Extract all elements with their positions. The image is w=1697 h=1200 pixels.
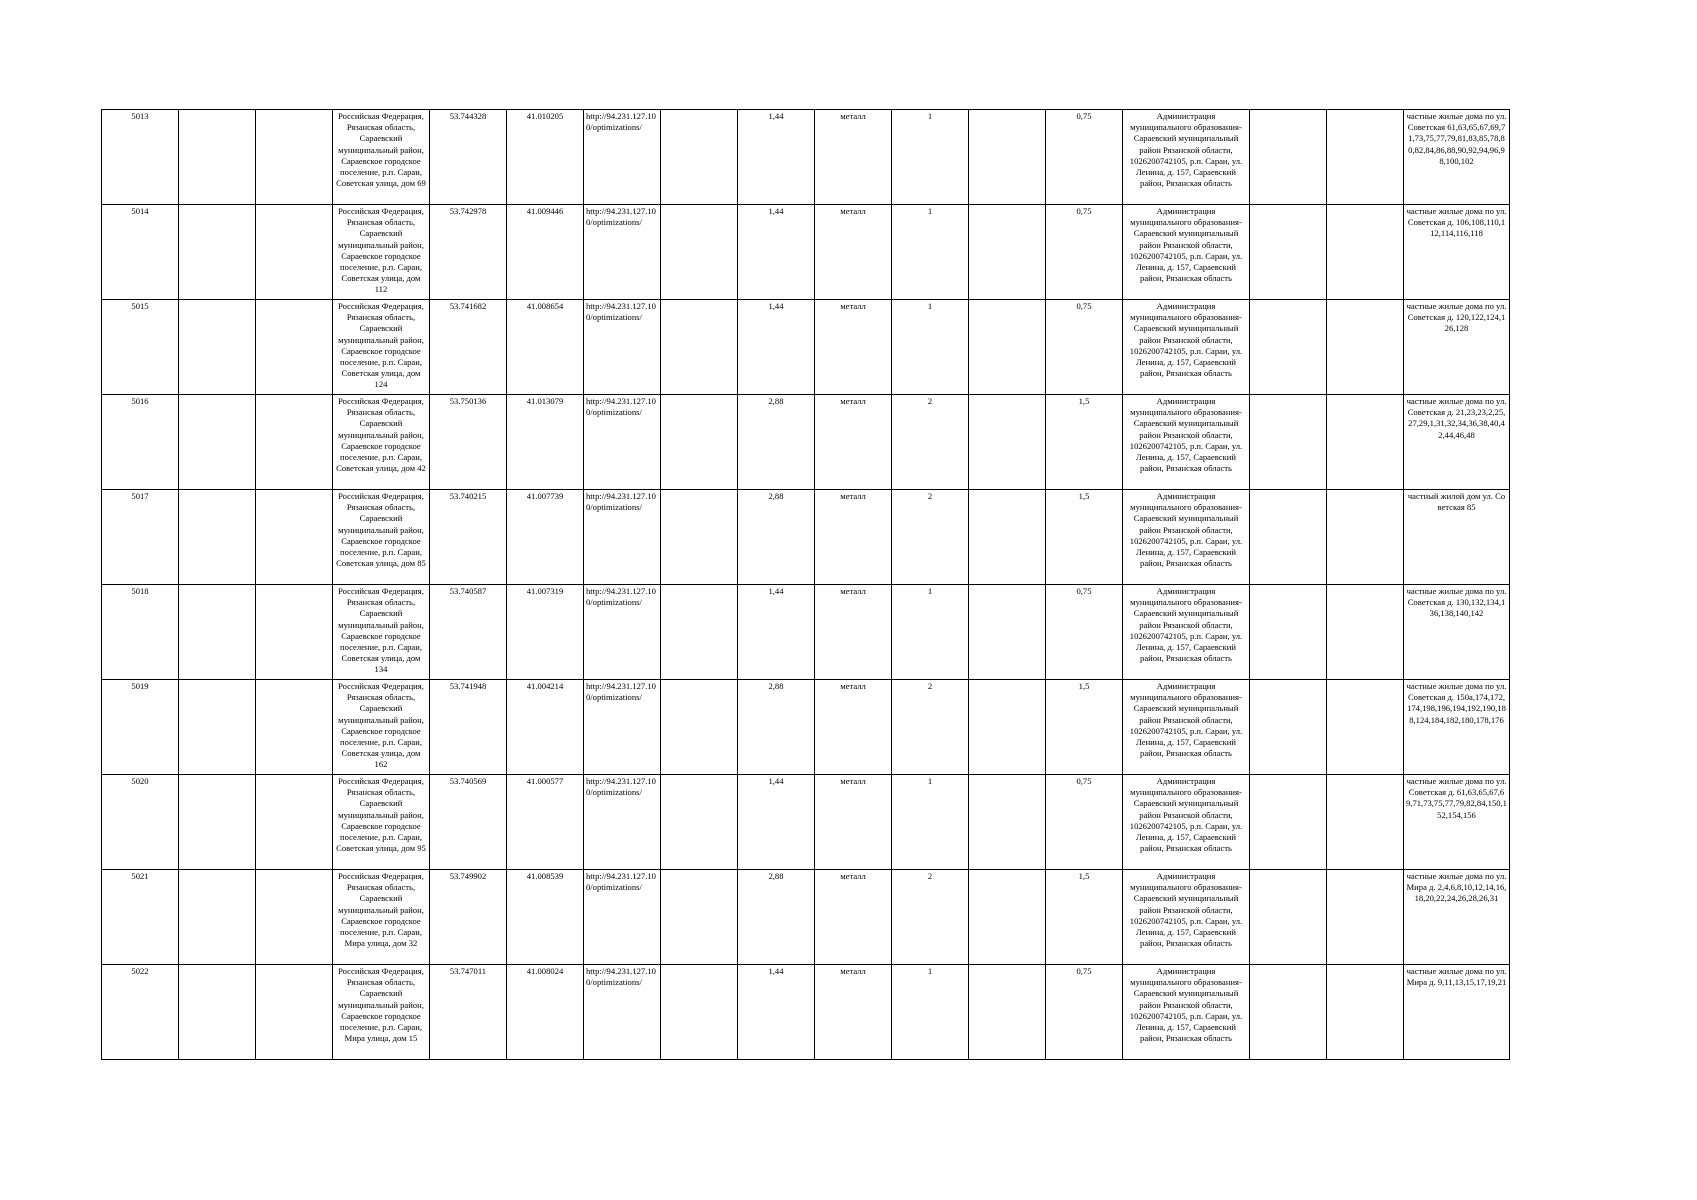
cell-container-count: 1 [892, 775, 969, 870]
cell-empty [969, 585, 1046, 680]
cell-empty [1250, 300, 1327, 395]
cell-volume: 0,75 [1046, 110, 1123, 205]
cell-address: Российская Федерация, Рязанская область, Сараевский муниципальный район, Сараевское городское поселение, р.п. Сараи, Советская улица, дом 85 [333, 490, 430, 585]
cell-empty [179, 775, 256, 870]
cell-volume: 0,75 [1046, 965, 1123, 1060]
cell-empty [661, 110, 738, 205]
cell-empty [1250, 395, 1327, 490]
cell-empty [256, 965, 333, 1060]
cell-latitude: 53.741682 [430, 300, 507, 395]
cell-empty [661, 965, 738, 1060]
table-row [102, 490, 1510, 585]
cell-address: Российская Федерация, Рязанская область, Сараевский муниципальный район, Сараевское городское поселение, р.п. Сараи, Мира улица, дом 32 [333, 870, 430, 965]
cell-served-objects: частные жилые дома по ул. Советская д. 130,132,134,136,138,140,142 [1404, 585, 1510, 680]
cell-material: металл [815, 205, 892, 300]
cell-latitude: 53.742978 [430, 205, 507, 300]
cell-empty [661, 680, 738, 775]
cell-registry-number: 5015 [102, 300, 179, 395]
cell-empty [179, 680, 256, 775]
cell-owner: Администрация муниципального образования-Сараевский муниципальный район Рязанской области, 1026200742105, р.п. Сараи, ул. Ленина, д. 157, Сараевский район, Рязанская область [1123, 680, 1250, 775]
cell-material: металл [815, 585, 892, 680]
cell-owner: Администрация муниципального образования-Сараевский муниципальный район Рязанской области, 1026200742105, р.п. Сараи, ул. Ленина, д. 157, Сараевский район, Рязанская область [1123, 205, 1250, 300]
cell-empty [1327, 680, 1404, 775]
cell-empty [179, 965, 256, 1060]
cell-registry-number: 5016 [102, 395, 179, 490]
table-row [102, 680, 1510, 775]
cell-empty [661, 870, 738, 965]
cell-empty [1327, 775, 1404, 870]
cell-container-count: 1 [892, 965, 969, 1060]
cell-material: металл [815, 680, 892, 775]
table-row [102, 300, 1510, 395]
cell-area: 2,88 [738, 680, 815, 775]
cell-url: http://94.231.127.100/optimizations/ [584, 300, 661, 395]
cell-longitude: 41.009446 [507, 205, 584, 300]
cell-container-count: 2 [892, 490, 969, 585]
cell-empty [969, 775, 1046, 870]
cell-served-objects: частные жилые дома по ул. Мира д. 9,11,13,15,17,19,21 [1404, 965, 1510, 1060]
cell-area: 1,44 [738, 110, 815, 205]
cell-empty [256, 680, 333, 775]
cell-empty [1327, 585, 1404, 680]
cell-empty [1250, 965, 1327, 1060]
cell-registry-number: 5022 [102, 965, 179, 1060]
cell-container-count: 1 [892, 300, 969, 395]
cell-container-count: 1 [892, 585, 969, 680]
cell-empty [969, 965, 1046, 1060]
cell-empty [256, 395, 333, 490]
cell-empty [1250, 775, 1327, 870]
cell-area: 1,44 [738, 205, 815, 300]
cell-empty [256, 110, 333, 205]
cell-empty [1327, 870, 1404, 965]
cell-longitude: 41.000577 [507, 775, 584, 870]
cell-empty [661, 490, 738, 585]
cell-empty [969, 300, 1046, 395]
cell-container-count: 2 [892, 395, 969, 490]
cell-empty [969, 490, 1046, 585]
cell-empty [661, 775, 738, 870]
cell-longitude: 41.013079 [507, 395, 584, 490]
table-row [102, 870, 1510, 965]
cell-served-objects: частные жилые дома по ул. Советская д. 61,63,65,67,69,71,73,75,77,79,82,84,150,152,154,156 [1404, 775, 1510, 870]
cell-url: http://94.231.127.100/optimizations/ [584, 110, 661, 205]
cell-registry-number: 5019 [102, 680, 179, 775]
table-row [102, 110, 1510, 205]
registry-table [101, 109, 1510, 1060]
cell-latitude: 53.744328 [430, 110, 507, 205]
cell-address: Российская Федерация, Рязанская область, Сараевский муниципальный район, Сараевское городское поселение, р.п. Сараи, Советская улица, дом 124 [333, 300, 430, 395]
cell-address: Российская Федерация, Рязанская область, Сараевский муниципальный район, Сараевское городское поселение, р.п. Сараи, Советская улица, дом 69 [333, 110, 430, 205]
cell-material: металл [815, 490, 892, 585]
cell-address: Российская Федерация, Рязанская область, Сараевский муниципальный район, Сараевское городское поселение, р.п. Сараи, Советская улица, дом 42 [333, 395, 430, 490]
cell-area: 2,88 [738, 490, 815, 585]
cell-latitude: 53.749902 [430, 870, 507, 965]
table-row [102, 965, 1510, 1060]
cell-empty [179, 205, 256, 300]
cell-empty [179, 300, 256, 395]
cell-latitude: 53.740215 [430, 490, 507, 585]
cell-url: http://94.231.127.100/optimizations/ [584, 585, 661, 680]
cell-area: 1,44 [738, 585, 815, 680]
cell-served-objects: частные жилые дома по ул. Мира д. 2,4,6,8,10,12,14,16,18,20,22,24,26,28,26,31 [1404, 870, 1510, 965]
cell-empty [256, 205, 333, 300]
cell-empty [179, 110, 256, 205]
cell-url: http://94.231.127.100/optimizations/ [584, 965, 661, 1060]
cell-empty [969, 870, 1046, 965]
table-row [102, 205, 1510, 300]
cell-area: 1,44 [738, 965, 815, 1060]
cell-material: металл [815, 110, 892, 205]
cell-empty [969, 395, 1046, 490]
cell-area: 2,88 [738, 870, 815, 965]
cell-url: http://94.231.127.100/optimizations/ [584, 680, 661, 775]
cell-url: http://94.231.127.100/optimizations/ [584, 775, 661, 870]
cell-empty [179, 395, 256, 490]
cell-empty [256, 775, 333, 870]
cell-empty [1327, 395, 1404, 490]
cell-latitude: 53.740569 [430, 775, 507, 870]
cell-empty [661, 205, 738, 300]
cell-empty [179, 870, 256, 965]
cell-registry-number: 5014 [102, 205, 179, 300]
cell-empty [1327, 965, 1404, 1060]
cell-area: 1,44 [738, 775, 815, 870]
cell-latitude: 53.750136 [430, 395, 507, 490]
cell-empty [661, 300, 738, 395]
cell-address: Российская Федерация, Рязанская область, Сараевский муниципальный район, Сараевское городское поселение, р.п. Сараи, Мира улица, дом 15 [333, 965, 430, 1060]
cell-container-count: 2 [892, 680, 969, 775]
cell-empty [969, 205, 1046, 300]
cell-served-objects: частные жилые дома по ул. Советская д. 120,122,124,126,128 [1404, 300, 1510, 395]
cell-empty [256, 300, 333, 395]
cell-url: http://94.231.127.100/optimizations/ [584, 870, 661, 965]
cell-longitude: 41.007739 [507, 490, 584, 585]
cell-material: металл [815, 870, 892, 965]
cell-volume: 0,75 [1046, 775, 1123, 870]
cell-empty [969, 680, 1046, 775]
cell-volume: 0,75 [1046, 205, 1123, 300]
cell-volume: 0,75 [1046, 585, 1123, 680]
cell-owner: Администрация муниципального образования-Сараевский муниципальный район Рязанской области, 1026200742105, р.п. Сараи, ул. Ленина, д. 157, Сараевский район, Рязанская область [1123, 300, 1250, 395]
cell-registry-number: 5018 [102, 585, 179, 680]
table-row [102, 395, 1510, 490]
cell-container-count: 2 [892, 870, 969, 965]
cell-empty [969, 110, 1046, 205]
cell-empty [1327, 490, 1404, 585]
cell-empty [179, 490, 256, 585]
cell-longitude: 41.008539 [507, 870, 584, 965]
cell-owner: Администрация муниципального образования-Сараевский муниципальный район Рязанской области, 1026200742105, р.п. Сараи, ул. Ленина, д. 157, Сараевский район, Рязанская область [1123, 965, 1250, 1060]
cell-empty [1250, 490, 1327, 585]
cell-owner: Администрация муниципального образования-Сараевский муниципальный район Рязанской области, 1026200742105, р.п. Сараи, ул. Ленина, д. 157, Сараевский район, Рязанская область [1123, 870, 1250, 965]
cell-empty [1250, 870, 1327, 965]
cell-volume: 1,5 [1046, 490, 1123, 585]
table-row [102, 775, 1510, 870]
cell-owner: Администрация муниципального образования-Сараевский муниципальный район Рязанской области, 1026200742105, р.п. Сараи, ул. Ленина, д. 157, Сараевский район, Рязанская область [1123, 110, 1250, 205]
cell-volume: 1,5 [1046, 395, 1123, 490]
cell-longitude: 41.010205 [507, 110, 584, 205]
cell-latitude: 53.747011 [430, 965, 507, 1060]
cell-empty [256, 585, 333, 680]
cell-address: Российская Федерация, Рязанская область, Сараевский муниципальный район, Сараевское городское поселение, р.п. Сараи, Советская улица, дом 112 [333, 205, 430, 300]
cell-empty [1250, 585, 1327, 680]
cell-served-objects: частный жилой дом ул. Советская 85 [1404, 490, 1510, 585]
table-body [102, 110, 1510, 1060]
cell-empty [179, 585, 256, 680]
cell-owner: Администрация муниципального образования-Сараевский муниципальный район Рязанской области, 1026200742105, р.п. Сараи, ул. Ленина, д. 157, Сараевский район, Рязанская область [1123, 395, 1250, 490]
cell-longitude: 41.008654 [507, 300, 584, 395]
cell-served-objects: частные жилые дома по ул. Советская д. 150а,174,172,174,198,196,194,192,190,188,124,184,182,180,178,176 [1404, 680, 1510, 775]
cell-address: Российская Федерация, Рязанская область, Сараевский муниципальный район, Сараевское городское поселение, р.п. Сараи, Советская улица, дом 162 [333, 680, 430, 775]
cell-empty [1327, 205, 1404, 300]
cell-empty [1250, 205, 1327, 300]
cell-address: Российская Федерация, Рязанская область, Сараевский муниципальный район, Сараевское городское поселение, р.п. Сараи, Советская улица, дом 134 [333, 585, 430, 680]
cell-material: металл [815, 395, 892, 490]
cell-longitude: 41.004214 [507, 680, 584, 775]
cell-container-count: 1 [892, 110, 969, 205]
cell-container-count: 1 [892, 205, 969, 300]
cell-registry-number: 5017 [102, 490, 179, 585]
table-row [102, 585, 1510, 680]
cell-owner: Администрация муниципального образования-Сараевский муниципальный район Рязанской области, 1026200742105, р.п. Сараи, ул. Ленина, д. 157, Сараевский район, Рязанская область [1123, 490, 1250, 585]
cell-empty [256, 490, 333, 585]
cell-empty [256, 870, 333, 965]
cell-longitude: 41.008024 [507, 965, 584, 1060]
cell-longitude: 41.007319 [507, 585, 584, 680]
cell-volume: 1,5 [1046, 680, 1123, 775]
cell-material: металл [815, 300, 892, 395]
cell-volume: 0,75 [1046, 300, 1123, 395]
cell-url: http://94.231.127.100/optimizations/ [584, 395, 661, 490]
cell-area: 1,44 [738, 300, 815, 395]
cell-registry-number: 5013 [102, 110, 179, 205]
cell-address: Российская Федерация, Рязанская область, Сараевский муниципальный район, Сараевское городское поселение, р.п. Сараи, Советская улица, дом 95 [333, 775, 430, 870]
cell-empty [1250, 680, 1327, 775]
cell-owner: Администрация муниципального образования-Сараевский муниципальный район Рязанской области, 1026200742105, р.п. Сараи, ул. Ленина, д. 157, Сараевский район, Рязанская область [1123, 775, 1250, 870]
cell-volume: 1,5 [1046, 870, 1123, 965]
cell-url: http://94.231.127.100/optimizations/ [584, 490, 661, 585]
cell-registry-number: 5020 [102, 775, 179, 870]
cell-served-objects: частные жилые дома по ул. Советская 61,63,65,67,69,71,73,75,77,79,81,83,85,78,80,82,84,86,88,90,92,94,96,98,100,102 [1404, 110, 1510, 205]
cell-url: http://94.231.127.100/optimizations/ [584, 205, 661, 300]
cell-served-objects: частные жилые дома по ул. Советская д. 106,108,110,112,114,116,118 [1404, 205, 1510, 300]
cell-material: металл [815, 775, 892, 870]
cell-served-objects: частные жилые дома по ул. Советская д. 21,23,23,2,25,27,29,1,31,32,34,36,38,40,42,44,46,48 [1404, 395, 1510, 490]
cell-empty [661, 395, 738, 490]
cell-latitude: 53.741948 [430, 680, 507, 775]
cell-empty [1250, 110, 1327, 205]
cell-empty [1327, 300, 1404, 395]
cell-latitude: 53.740587 [430, 585, 507, 680]
cell-material: металл [815, 965, 892, 1060]
cell-empty [1327, 110, 1404, 205]
cell-owner: Администрация муниципального образования-Сараевский муниципальный район Рязанской области, 1026200742105, р.п. Сараи, ул. Ленина, д. 157, Сараевский район, Рязанская область [1123, 585, 1250, 680]
cell-empty [661, 585, 738, 680]
cell-area: 2,88 [738, 395, 815, 490]
cell-registry-number: 5021 [102, 870, 179, 965]
